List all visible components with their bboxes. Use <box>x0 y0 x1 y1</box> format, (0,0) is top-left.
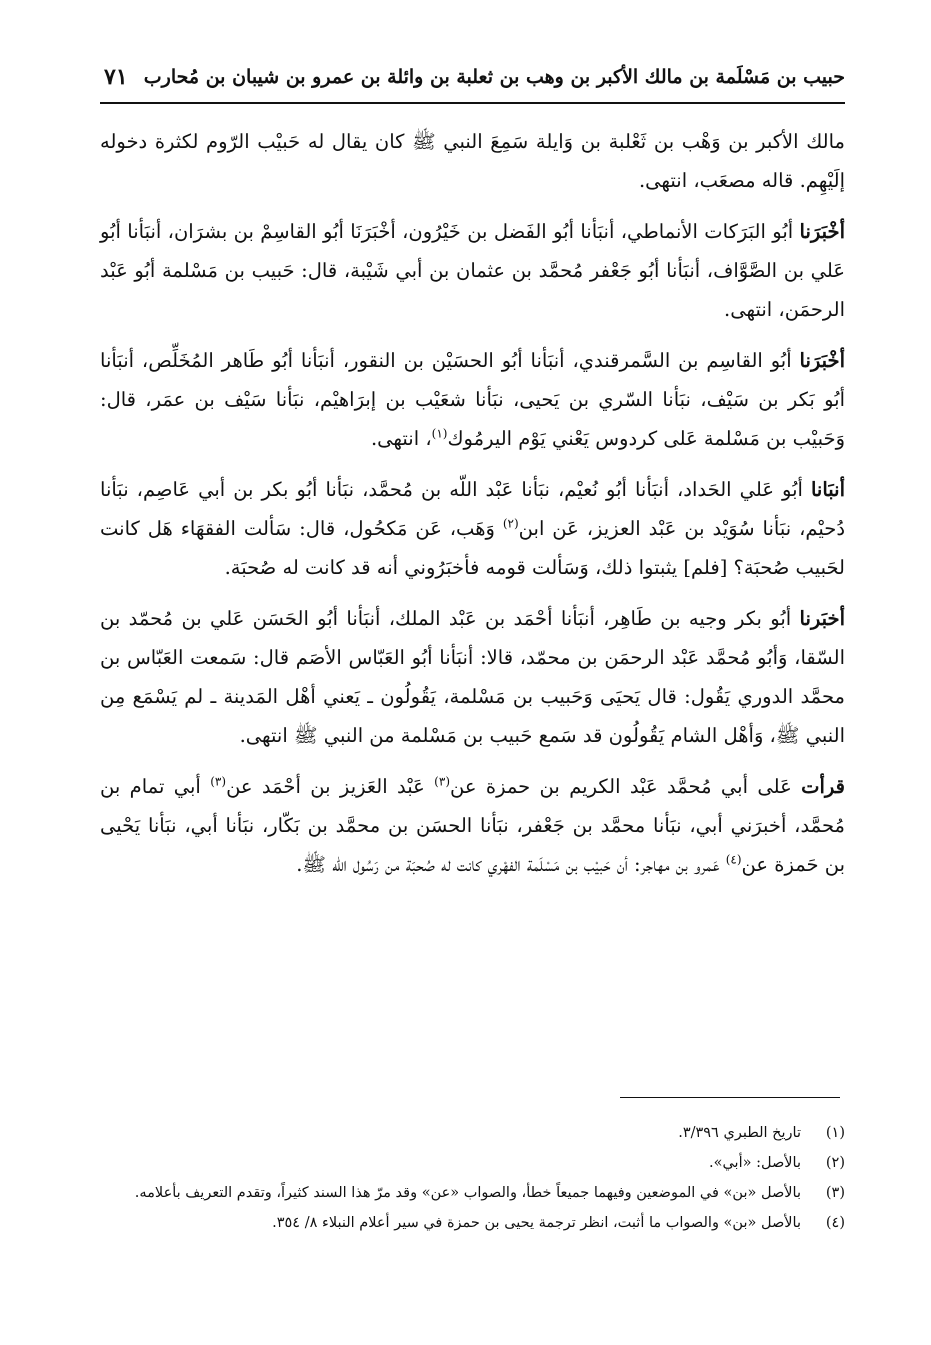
isnad-lead-word: قرأت <box>801 775 845 798</box>
paragraph-text: أبُو بكر وجيه بن طَاهِر، أنبَأنا أحْمَد بن عَبْد الملك، أنبَأنا أبُو الحَسَن عَلي بن مُحمّد بن السّقا، وَأبُو مُحمَّد عَبْد الرحمَن بن محمّد، قالا: أنبَأنا أبُو العَبّاس الأصَم قال: سَمعت العَبّاس بن محمَّد الدوري يَقُول: قال يَحيَى وَحَبيب بن مَسْلمة، يَقُولُون ـ يَعني أهْل المَدينة ـ لم يَسْمَع مِن النبي ﷺ، وَأهْل الشام يَقُولُون قد سَمع حَبيب بن مَسْلمة من النبي ﷺ انتهى. <box>100 607 845 747</box>
paragraph-text: عَمرو بن مهاجر: أن حَبيْب بن مَسْلَمة الفهْري كانت له صُحبَة من رَسُول الله ﷺ. <box>296 853 726 876</box>
footnote-ref: (٣) <box>434 774 450 789</box>
footnote-ref: (٢) <box>502 516 519 531</box>
paragraph-5 <box>100 599 845 755</box>
paragraph-text: مالك الأكبر بن وَهْب بن ثَعْلبة بن وَايلة سَمِعَ النبي ﷺ كان يقال له حَبيْب الرّوم لكثرة دخوله إلَيْهِم. قاله مصعَب، انتهى. <box>100 130 845 192</box>
paragraph-text: عَلى أبي مُحمَّد عَبْد الكريم بن حمزة عن <box>450 775 792 798</box>
footnote-text: بالأصل «بن» في الموضعين وفيهما جميعاً خطأ، والصواب «عن» وقد مرّ هذا السند كثيراً، وتقدم التعريف بأعلامه. <box>134 1185 801 1201</box>
footnote-item <box>100 1208 845 1238</box>
footnote-divider <box>620 1097 840 1098</box>
isnad-lead-word: أخْبَرَنا <box>799 349 846 372</box>
main-text <box>100 122 845 896</box>
page-number: ٧١ <box>104 64 128 90</box>
isnad-lead-word: أخْبَرَنا <box>799 220 846 243</box>
footnote-ref: (٤) <box>725 852 742 867</box>
footnotes <box>100 1118 845 1238</box>
isnad-lead-word: أخبَرنا <box>799 607 845 630</box>
running-title: حبيب بن مَسْلَمة بن مالك الأكبر بن وهب بن ثعلبة بن وائلة بن عمرو بن شيبان بن مُحارب <box>143 66 845 88</box>
paragraph-text: عَبْد العَزيز بن أحْمَد عن <box>226 775 435 798</box>
footnote-ref: (٣) <box>210 774 227 789</box>
page-header <box>100 62 845 104</box>
paragraph-text: أبي تمام بن مُحمَّد، أخبرَني أبي، نبَأنا محمَّد بن جَعْفر، نبَأنا الحسَن بن محمَّد بن بَكّار، نبَأنا أبي، نبَأنا يَحْيى بن حَمزة عن <box>100 775 845 876</box>
paragraph-text: أبُو القاسِم بن السَّمرقندي، أنبَأنا أبُو الحسَيْن بن النقور، أنبَأنا أبُو طَاهر المُخَلِّص، أنبَأنا أبُو بَكر بن سَيْف، نبَأنا السّري بن يَحيى، نبَأنا شعَيْب بن إبرَاهيْم، نبَأنا سَيْف بن عمَر، قال: وَحَبيْب بن مَسْلمة عَلى كردوس يَعْني يَوْم اليرمُوك <box>100 349 845 450</box>
paragraph-2 <box>100 212 845 329</box>
paragraph-text: ، انتهى. <box>370 427 432 450</box>
paragraph-6 <box>100 767 845 884</box>
footnote-number: (٢) <box>825 1155 845 1171</box>
footnote-number: (٣) <box>825 1185 845 1201</box>
footnote-item <box>100 1118 845 1148</box>
paragraph-4 <box>100 470 845 587</box>
footnote-item <box>100 1178 845 1208</box>
paragraph-text: أبُو البَرَكات الأنماطي، أنبَأنا أبُو الفَضل بن خَيْرُون، أخْبَرَنَا أبُو القاسِمْ بن بشرَان، أنبَأنا أبُو عَلي بن الصَّوَّاف، أنبَأنا أبُو جَعْفر مُحمَّد بن عثمان بن أبي شَيْبة، قال: حَبيب بن مَسْلمة أبُو عَبْد الرحمَن، انتهى. <box>100 220 845 321</box>
paragraph-3 <box>100 341 845 458</box>
footnote-number: (١) <box>825 1125 845 1141</box>
footnote-text: تاريخ الطبري ٣/٣٩٦. <box>678 1125 801 1141</box>
paragraph-text: أبُو عَلي الحَداد، أنبَأنا أبُو نُعيْم، نبَأنا عَبْد اللّه بن مُحمَّد، نبَأنا أبُو بكر بن أبي عَاصِم، نبَأنا دُحيْم، نبَأنا سُوَيْد بن عَبْد العزيز، عَن ابن <box>100 478 846 540</box>
paragraph-text: وَهَب، عَن مَكحُول، قال: سَألت الفقهَاء هَل كانت لحَبيب صُحبَة؟ [فلم] يثبتوا ذلك، وَسَألت قومه فأخبَرُوني أنه قد كانت له صُحبَة. <box>100 517 845 579</box>
isnad-lead-word: أنبَانا <box>810 478 845 501</box>
footnote-text: بالأصل «بن» والصواب ما أثبت، انظر ترجمة يحيى بن حمزة في سير أعلام النبلاء ٨/ ٣٥٤. <box>272 1215 801 1231</box>
footnote-item <box>100 1148 845 1178</box>
footnote-text: بالأصل: «أبي». <box>708 1155 801 1171</box>
footnote-ref: (١) <box>431 426 448 441</box>
paragraph-1 <box>100 122 845 200</box>
footnote-number: (٤) <box>825 1215 845 1231</box>
